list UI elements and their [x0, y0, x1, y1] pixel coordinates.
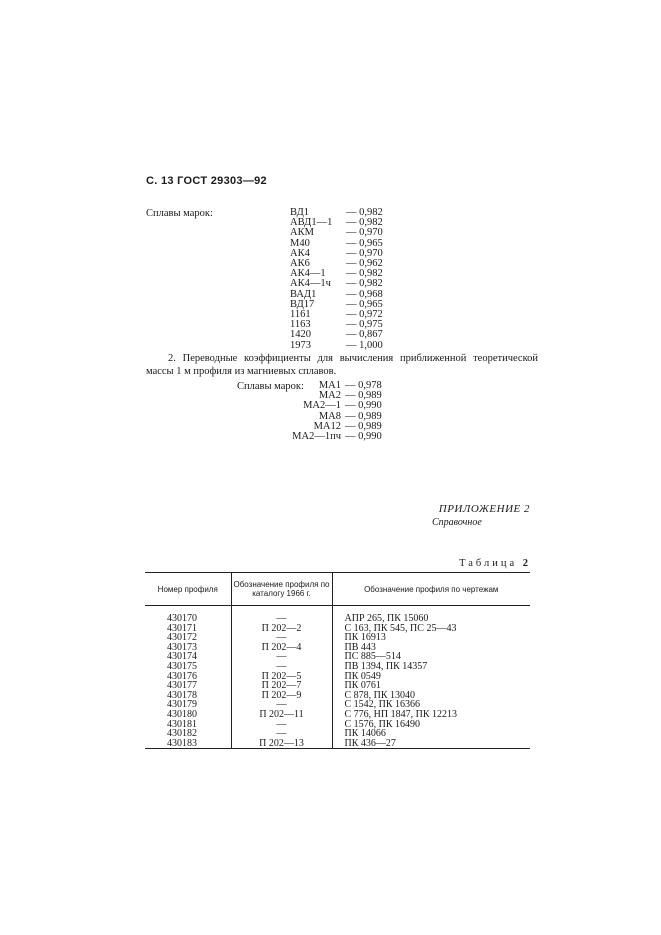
profile-number-cell: 430176 — [167, 670, 197, 682]
alloy-name: АК4 — [290, 247, 310, 259]
table-row — [145, 700, 530, 710]
drawing-designation-cell: С 1542, ПК 16366 — [332, 700, 530, 710]
profiles-table — [145, 572, 530, 749]
drawing-designation-cell: С 163, ПК 545, ПС 25—43 — [332, 624, 530, 634]
profile-number-cell: 430182 — [167, 728, 197, 740]
catalog-designation-cell: П 202—2 — [231, 624, 332, 634]
alloy-coefficient: — 0,989 — [345, 390, 382, 402]
alloy-coefficient: — 0,975 — [346, 319, 383, 331]
profile-number-cell: 430183 — [145, 739, 231, 749]
profile-number-cell: 430174 — [167, 651, 197, 663]
alloy-name: МА2 — [318, 390, 341, 402]
appendix-subtitle: Справочное — [432, 517, 482, 528]
table-row — [145, 691, 530, 701]
alloy-coefficient: — 0,982 — [346, 278, 383, 290]
alloy-name: МА2—1 — [303, 400, 341, 412]
catalog-designation-cell: — — [231, 662, 332, 672]
aluminium-alloys-list — [290, 208, 406, 351]
alloy-coefficient: — 0,962 — [346, 258, 383, 270]
catalog-designation-cell: — — [231, 720, 332, 730]
alloy-name: ВАД1 — [290, 288, 317, 300]
drawing-designation-cell: ПК 436—27 — [332, 739, 530, 749]
profile-number-cell: 430181 — [167, 718, 197, 730]
profile-number-cell: 430177 — [167, 680, 197, 692]
appendix-title: ПРИЛОЖЕНИЕ 2 — [438, 503, 530, 515]
profile-number-cell: 430171 — [167, 622, 197, 634]
alloy-name: МА8 — [318, 410, 341, 422]
header-profile-number: Номер профиля — [145, 573, 231, 606]
magnesium-alloys-list — [290, 381, 405, 442]
alloy-name: 1420 — [290, 329, 311, 341]
alloy-coefficient: — 0,982 — [346, 217, 383, 229]
alloy-coefficient: — 0,990 — [345, 400, 382, 412]
alloy-name: 1973 — [290, 339, 311, 351]
drawing-designation-cell: С 776, НП 1847, ПК 12213 — [332, 710, 530, 720]
table-caption — [459, 558, 528, 569]
alloy-name: 1161 — [290, 309, 311, 321]
header-catalog-designation: Обозначение профиля по каталогу 1966 г. — [231, 573, 332, 606]
alloy-name: ВД1 — [290, 207, 310, 218]
magnesium-alloys-label: Сплавы марок: — [237, 381, 304, 392]
table-row — [145, 681, 530, 691]
catalog-designation-cell: — — [231, 652, 332, 662]
alloy-coefficient: — 0,970 — [346, 227, 383, 239]
profile-number-cell: 430170 — [167, 613, 197, 624]
page-header: С. 13 ГОСТ 29303—92 — [146, 175, 267, 187]
alloy-name: АК4—1 — [290, 268, 326, 280]
table-caption-word: Таблица — [459, 558, 518, 569]
table-row — [145, 739, 530, 749]
catalog-designation-cell: П 202—7 — [231, 681, 332, 691]
drawing-designation-cell: ПК 0549 — [332, 672, 530, 682]
profile-number-cell: 430172 — [167, 632, 197, 644]
alloy-name: 1163 — [290, 319, 311, 331]
alloy-coefficient: — 0,965 — [346, 298, 383, 310]
table-row — [145, 662, 530, 672]
catalog-designation-cell: — — [231, 700, 332, 710]
alloy-coefficient: — 0,982 — [346, 207, 383, 218]
profile-number-cell: 430175 — [167, 660, 197, 672]
catalog-designation-cell: П 202—13 — [231, 739, 332, 749]
table-row — [145, 633, 530, 643]
alloy-coefficient: — 0,867 — [346, 329, 383, 341]
alloy-name: АКМ — [290, 227, 314, 239]
table-row — [145, 720, 530, 730]
catalog-designation-cell: П 202—5 — [231, 672, 332, 682]
table-row — [145, 710, 530, 720]
alloy-name: АК6 — [290, 258, 310, 270]
alloy-name: АК4—1ч — [290, 278, 331, 290]
alloy-coefficient: — 0,989 — [345, 410, 382, 422]
drawing-designation-cell: ПВ 443 — [332, 643, 530, 653]
catalog-designation-cell: П 202—11 — [231, 710, 332, 720]
alloy-coefficient: — 0,965 — [346, 237, 383, 249]
catalog-designation-cell: — — [231, 614, 332, 624]
table-row — [145, 624, 530, 634]
profile-number-cell: 430178 — [167, 689, 197, 701]
alloy-coefficient: — 0,972 — [346, 309, 383, 321]
alloy-name: АВД1—1 — [290, 217, 333, 229]
drawing-designation-cell: ПС 885—514 — [332, 652, 530, 662]
alloy-name: М40 — [290, 237, 310, 249]
table-spacer-row — [145, 606, 530, 615]
table-row — [145, 729, 530, 739]
header-drawing-designation: Обозначение профиля по чертежам — [332, 573, 530, 606]
alloy-coefficient: — 1,000 — [346, 339, 383, 351]
profile-number-cell: 430179 — [167, 699, 197, 711]
paragraph-2: 2. Переводные коэффициенты для вычисления приближенной теоретической массы 1 м профиля из магниевых сплавов. — [146, 353, 538, 377]
profile-number-cell: 430180 — [167, 708, 197, 720]
catalog-designation-cell: П 202—4 — [231, 643, 332, 653]
alloy-coefficient: — 0,978 — [345, 380, 382, 391]
alloy-name: МА12 — [313, 420, 341, 432]
drawing-designation-cell: С 878, ПК 13040 — [332, 691, 530, 701]
drawing-designation-cell: ПК 0761 — [332, 681, 530, 691]
catalog-designation-cell: — — [231, 729, 332, 739]
alloy-coefficient: — 0,989 — [345, 420, 382, 432]
catalog-designation-cell: — — [231, 633, 332, 643]
alloys-label: Сплавы марок: — [146, 208, 213, 219]
drawing-designation-cell: ПК 16913 — [332, 633, 530, 643]
drawing-designation-cell: ПК 14066 — [332, 729, 530, 739]
alloy-name: МА2—1пч — [292, 431, 341, 443]
table-row — [145, 652, 530, 662]
drawing-designation-cell: АПР 265, ПК 15060 — [332, 614, 530, 624]
alloy-row — [290, 432, 405, 442]
table-header-row — [145, 573, 530, 606]
alloy-coefficient: — 0,982 — [346, 268, 383, 280]
alloy-name: ВД17 — [290, 298, 315, 310]
alloy-coefficient: — 0,968 — [346, 288, 383, 300]
table-row — [145, 672, 530, 682]
alloy-coefficient: — 0,990 — [345, 431, 382, 443]
drawing-designation-cell: ПВ 1394, ПК 14357 — [332, 662, 530, 672]
table-row — [145, 643, 530, 653]
alloy-name: МА1 — [318, 380, 341, 391]
alloy-coefficient: — 0,970 — [346, 247, 383, 259]
drawing-designation-cell: С 1576, ПК 16490 — [332, 720, 530, 730]
table-row — [145, 614, 530, 624]
alloy-row — [290, 341, 406, 351]
catalog-designation-cell: П 202—9 — [231, 691, 332, 701]
table-number: 2 — [522, 558, 528, 569]
profile-number-cell: 430173 — [167, 641, 197, 653]
